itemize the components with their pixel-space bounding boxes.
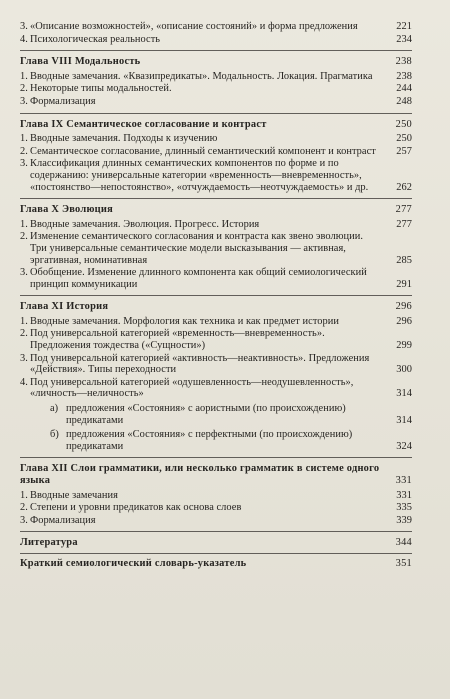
entry-title: Под универсальной категорией «одушевленность—неодушевленность», «личность—неличность» xyxy=(30,376,354,400)
entry-title: Обобщение. Изменение длинного компонента как общий семиологический принцип коммуникации xyxy=(30,267,367,290)
toc-entry xyxy=(20,502,412,514)
section-divider xyxy=(20,198,412,199)
chapter-title: Глава X Эволюция xyxy=(20,204,113,216)
toc-entry xyxy=(20,96,412,108)
entry-page-number: 299 xyxy=(396,340,412,352)
entry-number: 1. xyxy=(20,218,28,230)
subentry-title: предложения «Состояния» с аористными (по происхождению) предикатами xyxy=(66,403,346,426)
entry-number: 3. xyxy=(20,352,28,364)
entry-page-number: 234 xyxy=(396,33,412,45)
entry-page-number: 331 xyxy=(396,489,412,501)
entry-number: 3. xyxy=(20,95,28,107)
entry-title: Изменение семантического согласования и контраста как звено эволюции. Три универсальные семантические модели высказывания — активная, эргативная, номинативная xyxy=(30,231,364,266)
entry-title: Семантическое согласование, длинный семантический компонент и контраст xyxy=(30,145,376,157)
entry-title: Вводные замечания. Эволюция. Прогресс. История xyxy=(30,218,260,230)
glossary-title: Краткий семиологический словарь-указатель xyxy=(20,557,247,569)
chapter-heading xyxy=(20,56,412,68)
entry-number: 1. xyxy=(20,70,28,82)
table-of-contents xyxy=(20,21,412,570)
subentry-marker: б) xyxy=(50,429,59,441)
chapter-page-number: 296 xyxy=(395,301,412,313)
entry-title: Формализация xyxy=(30,95,96,107)
entry-page-number: 277 xyxy=(396,218,412,230)
section-divider xyxy=(20,531,412,532)
entry-number: 2. xyxy=(20,145,28,157)
toc-entry xyxy=(20,377,412,400)
section-divider xyxy=(20,457,412,458)
glossary-heading xyxy=(20,558,412,570)
entry-number: 1. xyxy=(20,489,28,501)
entry-page-number: 291 xyxy=(396,278,412,290)
entry-page-number: 285 xyxy=(396,254,412,266)
entry-title: Формализация xyxy=(30,514,96,526)
bibliography-heading xyxy=(20,537,412,549)
chapter-heading xyxy=(20,463,412,486)
entry-page-number: 262 xyxy=(396,181,412,193)
entry-page-number: 314 xyxy=(396,388,412,400)
subentry-marker: а) xyxy=(50,403,59,415)
entry-title: Вводные замечания. Морфология как техника и как предмет истории xyxy=(30,315,339,327)
entry-number: 2. xyxy=(20,231,28,243)
bibliography-page-number: 344 xyxy=(395,537,412,549)
entry-page-number: 335 xyxy=(396,502,412,514)
entry-page-number: 314 xyxy=(396,414,412,426)
entry-title: Степени и уровни предикатов как основа слоев xyxy=(30,502,242,514)
toc-entry xyxy=(20,328,412,351)
entry-title: Психологическая реальность xyxy=(30,33,161,45)
entry-number: 2. xyxy=(20,83,28,95)
chapter-page-number: 331 xyxy=(395,475,412,486)
toc-entry xyxy=(20,71,412,83)
chapter-heading xyxy=(20,204,412,216)
toc-entry xyxy=(20,158,412,193)
chapter-title: Глава XII Слои грамматики, или несколько грамматик в системе одного языка xyxy=(20,463,380,486)
toc-subentry xyxy=(20,429,412,452)
entry-page-number: 250 xyxy=(396,133,412,145)
entry-page-number: 244 xyxy=(396,83,412,95)
entry-number: 2. xyxy=(20,328,28,340)
chapter-title: Глава IX Семантическое согласование и контраст xyxy=(20,118,267,130)
toc-entry xyxy=(20,267,412,290)
chapter-title: Глава VIII Модальность xyxy=(20,56,141,68)
toc-entry xyxy=(20,353,412,376)
toc-entry xyxy=(20,316,412,328)
bibliography-title: Литература xyxy=(20,537,78,549)
toc-subentry xyxy=(20,403,412,426)
chapter-heading xyxy=(20,301,412,313)
toc-entry xyxy=(20,34,412,46)
entry-title: Вводные замечания. «Квазипредикаты». Модальность. Локация. Прагматика xyxy=(30,70,373,82)
section-divider xyxy=(20,113,412,114)
toc-entry xyxy=(20,146,412,158)
toc-entry xyxy=(20,83,412,95)
entry-title: Под универсальной категорией «активность—неактивность». Предложения «Действия». Типы переходности xyxy=(30,352,370,376)
toc-entry xyxy=(20,490,412,502)
entry-number: 4. xyxy=(20,33,28,45)
entry-number: 3. xyxy=(20,267,28,279)
entry-number: 1. xyxy=(20,133,28,145)
section-divider xyxy=(20,295,412,296)
section-divider xyxy=(20,50,412,51)
entry-page-number: 339 xyxy=(396,514,412,526)
section-divider xyxy=(20,553,412,554)
toc-entry xyxy=(20,21,412,33)
entry-number: 4. xyxy=(20,376,28,388)
entry-title: Под универсальной категорией «временность—вневременность». Предложения тождества («Сущности») xyxy=(30,328,325,352)
subentry-title: предложения «Состояния» с перфектными (по происхождению) предикатами xyxy=(66,429,353,452)
toc-entry xyxy=(20,515,412,527)
entry-title: Некоторые типы модальностей. xyxy=(30,83,172,95)
entry-title: Классификация длинных семантических компонентов по форме и по содержанию: универсальные категории «временность—вневременность», «постоянство—непостоянство», «отчуждаемость—неотчуждаемость» и др. xyxy=(30,158,369,193)
glossary-page-number: 351 xyxy=(395,557,412,569)
toc-entry xyxy=(20,133,412,145)
toc-entry xyxy=(20,231,412,266)
entry-number: 3. xyxy=(20,158,28,170)
entry-page-number: 300 xyxy=(396,364,412,376)
entry-title: Вводные замечания xyxy=(30,489,118,501)
entry-number: 1. xyxy=(20,315,28,327)
chapter-page-number: 250 xyxy=(395,118,412,130)
entry-title: Вводные замечания. Подходы к изучению xyxy=(30,133,218,145)
chapter-title: Глава XI История xyxy=(20,301,109,313)
entry-page-number: 238 xyxy=(396,70,412,82)
entry-number: 2. xyxy=(20,502,28,514)
chapter-page-number: 277 xyxy=(395,204,412,216)
entry-page-number: 296 xyxy=(396,315,412,327)
entry-page-number: 257 xyxy=(396,145,412,157)
entry-page-number: 221 xyxy=(396,21,412,32)
entry-page-number: 324 xyxy=(396,440,412,452)
chapter-page-number: 238 xyxy=(395,56,412,68)
entry-number: 3. xyxy=(20,514,28,526)
entry-page-number: 248 xyxy=(396,95,412,107)
chapter-heading xyxy=(20,119,412,131)
entry-number: 3. xyxy=(20,21,28,32)
entry-title: «Описание возможностей», «описание состояний» и форма предложения xyxy=(30,21,358,32)
toc-entry xyxy=(20,219,412,231)
